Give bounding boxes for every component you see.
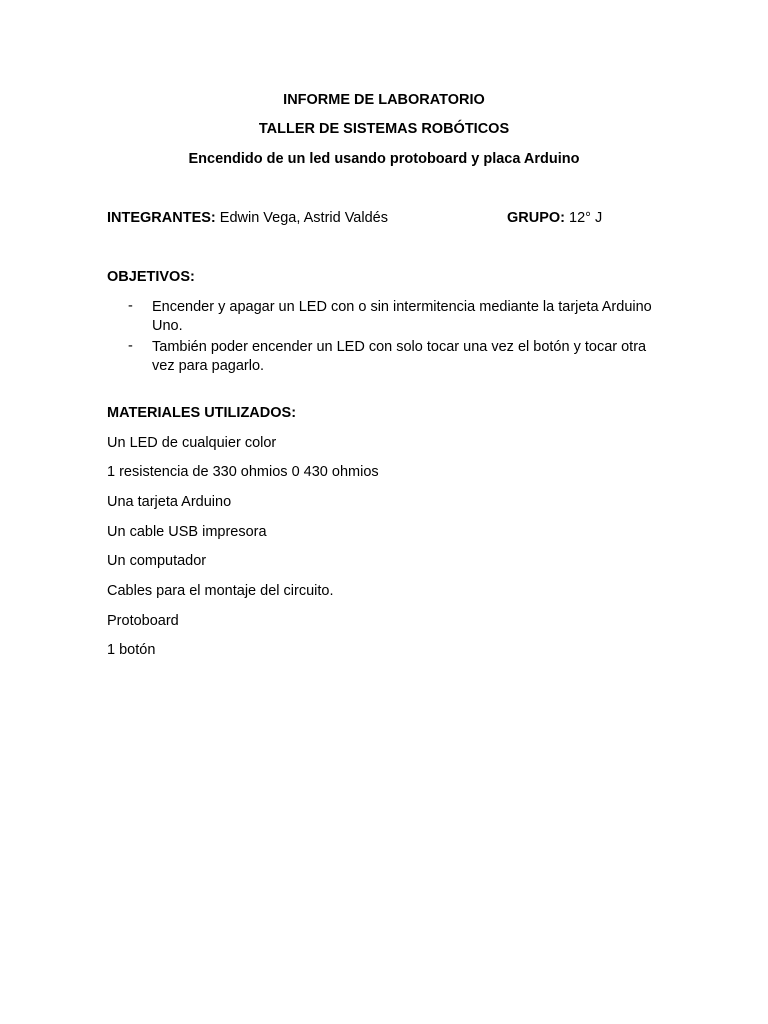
group-value: 12° J — [565, 210, 603, 226]
material-item: Una tarjeta Arduino — [107, 494, 232, 510]
lab-subtitle: Encendido de un led usando protoboard y placa Arduino — [188, 151, 580, 167]
materials-heading: MATERIALES UTILIZADOS: — [107, 405, 297, 421]
material-item: Cables para el montaje del circuito. — [107, 583, 334, 599]
material-item: Un computador — [107, 553, 207, 569]
report-title: INFORME DE LABORATORIO — [283, 92, 485, 108]
objective-item: Encender y apagar un LED con o sin intermitencia mediante la tarjeta Arduino Uno. — [152, 299, 652, 334]
group-label: GRUPO: — [507, 210, 565, 226]
members-label: INTEGRANTES: — [107, 210, 216, 226]
objective-dash: - — [128, 298, 133, 314]
course-title: TALLER DE SISTEMAS ROBÓTICOS — [258, 121, 510, 137]
members-value: Edwin Vega, Astrid Valdés — [215, 210, 388, 226]
objectives-heading: OBJETIVOS: — [107, 269, 195, 285]
material-item: 1 botón — [107, 642, 156, 658]
objective-dash: - — [128, 338, 133, 354]
group-line — [507, 210, 602, 226]
material-item: Un LED de cualquier color — [107, 435, 277, 451]
members-line — [107, 210, 388, 226]
objective-item: También poder encender un LED con solo tocar una vez el botón y tocar otra vez para pagarlo. — [152, 339, 647, 374]
material-item: 1 resistencia de 330 ohmios 0 430 ohmios — [107, 464, 379, 480]
material-item: Un cable USB impresora — [107, 524, 267, 540]
material-item: Protoboard — [107, 613, 179, 629]
